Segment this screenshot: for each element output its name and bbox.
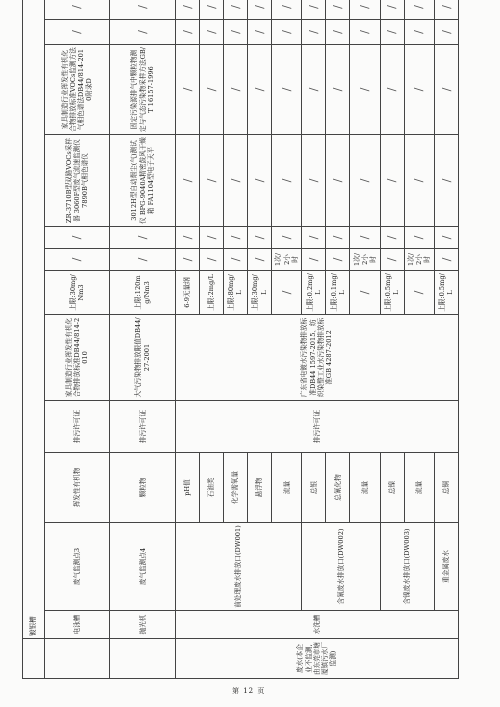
cell-slash: / [272, 0, 302, 20]
cell-slash: / [175, 45, 199, 135]
cell-slash: / [350, 0, 380, 20]
cell-limit: 上限:80mg/L [223, 271, 247, 315]
cell-slash: / [380, 20, 404, 45]
cell-slash: / [199, 249, 223, 271]
cell-method: 家具制造行业挥发性有机化合物排放标准VOCs监测方法 气相色谱法DB44/814-2010附录D [44, 45, 110, 135]
cell-limit: 6-9无量纲 [175, 271, 199, 315]
cell-slash: / [404, 227, 434, 249]
cell-param: 总氰化物 [326, 453, 350, 523]
cell-source: 排污许可证 [110, 401, 176, 453]
cell-limit: 上限:0.1mg/L [326, 271, 350, 315]
cell-process: 电泳槽 [44, 611, 110, 639]
cell-param: 化学需氧量 [223, 453, 247, 523]
cell-slash: / [302, 0, 326, 20]
table-row [44, 0, 110, 679]
cell-slash: / [434, 0, 458, 20]
cell-freq: 1次/2小时 [272, 249, 302, 271]
cell-slash: / [380, 45, 404, 135]
cell-slash: / [434, 20, 458, 45]
cell-slash: / [380, 249, 404, 271]
cell-slash: / [199, 135, 223, 227]
cell-slash: / [380, 0, 404, 20]
cell-slash: / [434, 45, 458, 135]
cell-slash: / [175, 227, 199, 249]
cell-slash: / [223, 249, 247, 271]
cell-slash: / [272, 227, 302, 249]
cell-point: 废气监测点4 [110, 523, 176, 611]
cell-slash: / [272, 271, 302, 315]
wastewater-label: 废水(本企业不监测,由东莞市塘厦镇污水厂监测) [175, 639, 458, 679]
cell-slash: / [44, 249, 110, 271]
cyanide-outlet: 含氰废水排放口(DW002) [302, 523, 380, 611]
cell-slash: / [404, 45, 434, 135]
cell-slash: / [199, 227, 223, 249]
cell-slash: / [110, 227, 176, 249]
cell-slash: / [434, 135, 458, 227]
monitoring-table [22, 0, 459, 679]
cell-param: 挥发性有机物 [44, 453, 110, 523]
cell-slash: / [199, 45, 223, 135]
table-row [175, 0, 199, 679]
page-number: 第 12 页 [232, 687, 266, 695]
cell-method: 固定污染源排气中颗粒物测定与气态污染物采样方法GB/T 16157-1996 [110, 45, 176, 135]
cell-point: 废气监测点3 [44, 523, 110, 611]
cell-slash: / [404, 271, 434, 315]
cell-instrument: 3012H型自动烟尘(气)测试仪 BPG-9040A精密鼓风干燥箱 FA1104型电子天平 [110, 135, 176, 227]
cell-slash: / [223, 45, 247, 135]
cell-process: 抛光机 [110, 611, 176, 639]
empty-cell [44, 639, 110, 679]
cell-standard: 家具制造行业挥发性有机化合物排放标准DB44/814-2010 [44, 315, 110, 401]
cell-slash: / [272, 20, 302, 45]
cell-limit: 上限:0.5mg/L [380, 271, 404, 315]
cell-slash: / [302, 45, 326, 135]
cell-slash: / [350, 45, 380, 135]
cell-slash: / [199, 20, 223, 45]
cell-param: 总镍 [380, 453, 404, 523]
cell-slash: / [44, 227, 110, 249]
cell-param: 颗粒物 [110, 453, 176, 523]
cell-limit: 上限:2mg/L [199, 271, 223, 315]
ww-standard: 广东省电镀水污染物排放标准DB44 1597-2015、纺织染整工业水污染物排放标准GB 4287-2012 [175, 315, 458, 401]
table-row [110, 0, 176, 679]
cell-limit: 上限:0.5mg/L [434, 271, 458, 315]
cell-slash: / [302, 249, 326, 271]
cell-slash: / [302, 20, 326, 45]
cell-param: 石油类 [199, 453, 223, 523]
cell-slash: / [175, 20, 199, 45]
pretreat-outlet: 前处理废水排放口(DW001) [175, 523, 301, 611]
ww-source: 排污许可证 [175, 401, 458, 453]
cell-slash: / [175, 249, 199, 271]
rotated-table-wrapper [22, 5, 459, 679]
cell-slash: / [44, 20, 110, 45]
cell-param: 流量 [272, 453, 302, 523]
cell-slash: / [223, 0, 247, 20]
cell-slash: / [434, 249, 458, 271]
section-head: 镀银槽 [23, 0, 45, 639]
cell-slash: / [350, 20, 380, 45]
empty-cell [110, 639, 176, 679]
cell-slash: / [326, 45, 350, 135]
cell-slash: / [248, 0, 272, 20]
cell-slash: / [404, 0, 434, 20]
cell-slash: / [175, 135, 199, 227]
cell-slash: / [248, 20, 272, 45]
cell-slash: / [110, 20, 176, 45]
cell-slash: / [248, 249, 272, 271]
cell-limit: 上限:120mg/Nm3 [110, 271, 176, 315]
cell-instrument: ZR-3710B型双路VOCs采样器 3060F型废气流速监测仪 7890B气相色谱仪 [44, 135, 110, 227]
cell-slash: / [380, 227, 404, 249]
cell-slash: / [380, 135, 404, 227]
cell-slash: / [326, 135, 350, 227]
cell-slash: / [434, 227, 458, 249]
cell-limit: 上限:30mg/L [248, 271, 272, 315]
cell-slash: / [404, 135, 434, 227]
cell-slash: / [248, 135, 272, 227]
cell-slash: / [175, 0, 199, 20]
table-row [23, 0, 45, 679]
wash-tank: 水洗槽 [175, 611, 458, 639]
cell-slash: / [350, 271, 380, 315]
cell-slash: / [404, 20, 434, 45]
cell-slash: / [272, 45, 302, 135]
cell-slash: / [248, 227, 272, 249]
cell-source: 排污许可证 [44, 401, 110, 453]
cell-slash: / [350, 135, 380, 227]
cell-slash: / [326, 0, 350, 20]
cell-slash: / [199, 0, 223, 20]
cell-slash: / [326, 227, 350, 249]
cell-param: 流量 [350, 453, 380, 523]
empty-cell [23, 639, 45, 679]
cell-freq: 1次/2小时 [404, 249, 434, 271]
cell-slash: / [44, 0, 110, 20]
cell-param: 流量 [404, 453, 434, 523]
cell-slash: / [302, 135, 326, 227]
cell-slash: / [302, 227, 326, 249]
cell-limit: 上限:0.2mg/L [302, 271, 326, 315]
cell-limit: 上限:30mg/Nm3 [44, 271, 110, 315]
cell-freq: 1次/2小时 [350, 249, 380, 271]
cell-slash: / [326, 249, 350, 271]
cell-slash: / [110, 249, 176, 271]
cell-slash: / [350, 227, 380, 249]
cell-slash: / [223, 20, 247, 45]
cell-param: 总铜 [434, 453, 458, 523]
cell-param: 悬浮物 [248, 453, 272, 523]
cell-standard: 大气污染物排放限值DB44/27-2001 [110, 315, 176, 401]
cell-param: pH值 [175, 453, 199, 523]
cell-param: 总银 [302, 453, 326, 523]
cell-slash: / [223, 227, 247, 249]
cell-slash: / [223, 135, 247, 227]
cell-slash: / [272, 135, 302, 227]
heavy-outlet: 重金属废水 [434, 523, 458, 611]
cell-slash: / [110, 0, 176, 20]
nickel-outlet: 含镍废水排放口(DW003) [380, 523, 434, 611]
cell-slash: / [326, 20, 350, 45]
cell-slash: / [248, 45, 272, 135]
